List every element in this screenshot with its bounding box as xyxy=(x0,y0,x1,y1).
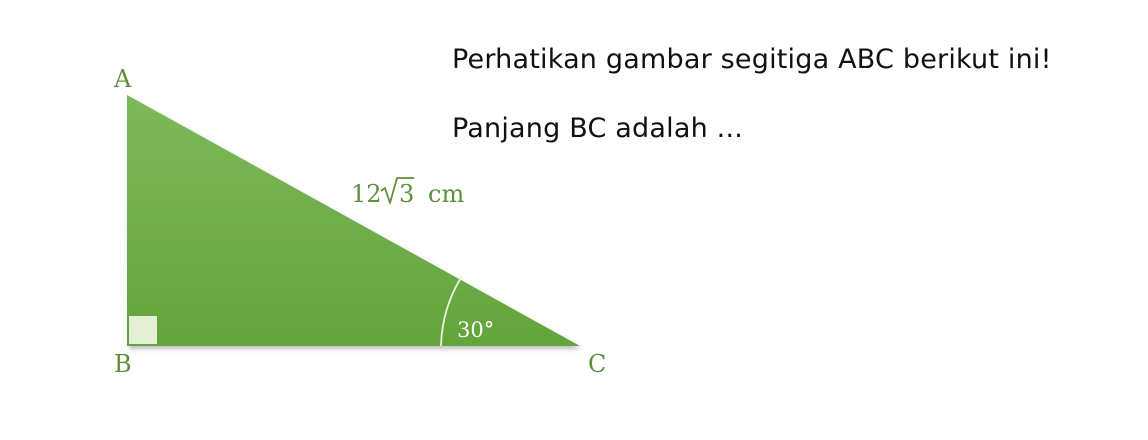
right-angle-marker xyxy=(129,316,157,344)
angle-c-label: 30° xyxy=(457,318,495,342)
hypotenuse-unit: cm xyxy=(428,180,465,208)
hypotenuse-coefficient: 12 xyxy=(351,180,382,208)
hypotenuse-radicand: 3 xyxy=(399,180,415,208)
vertex-label-b: B xyxy=(114,350,132,378)
question-line-2: Panjang BC adalah ... xyxy=(452,113,744,144)
hypotenuse-label xyxy=(351,178,464,208)
vertex-label-c: C xyxy=(588,350,607,378)
question-line-1: Perhatikan gambar segitiga ABC berikut ini! xyxy=(452,44,1052,75)
vertex-label-a: A xyxy=(114,65,132,93)
